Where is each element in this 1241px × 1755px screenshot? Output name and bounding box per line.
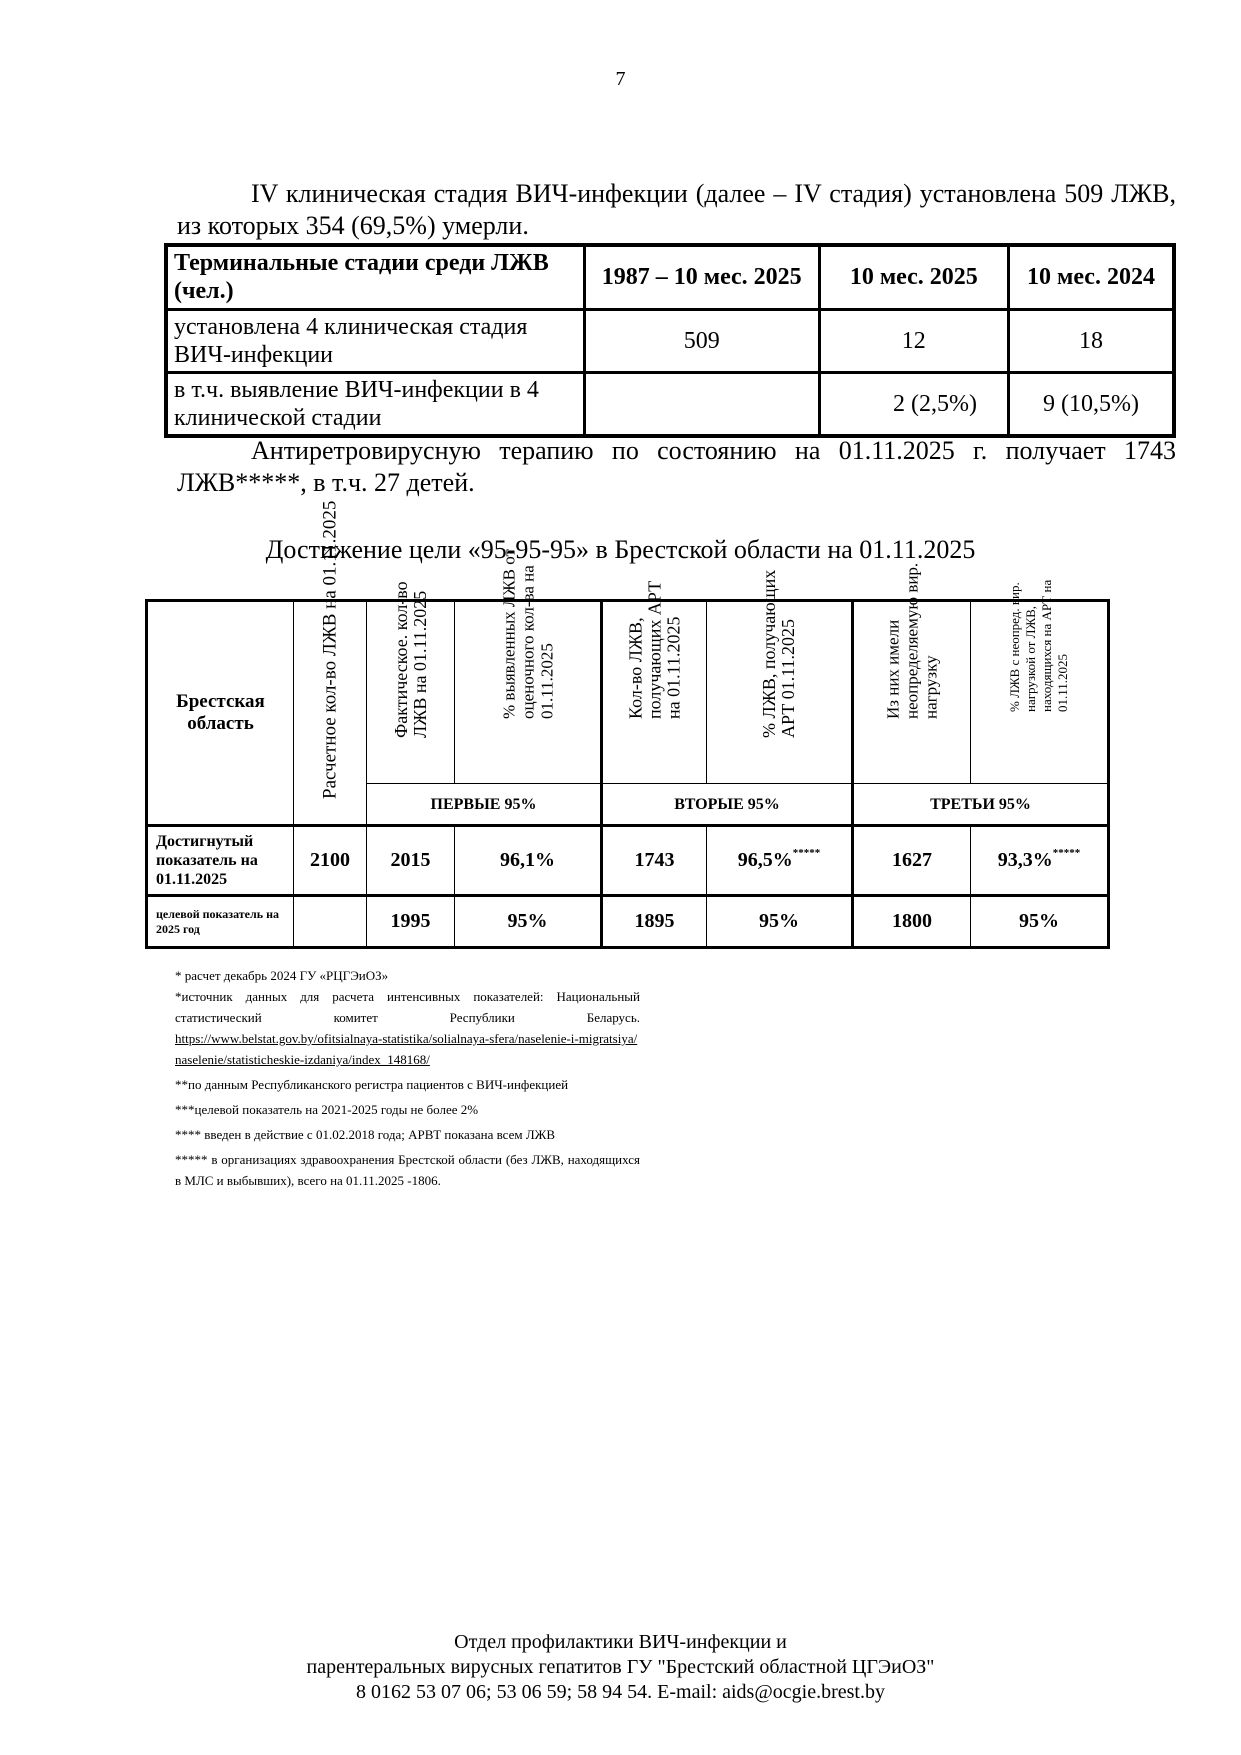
page-footer bbox=[0, 1630, 1241, 1705]
table-cell: 95% bbox=[455, 896, 602, 948]
group-header-third: ТРЕТЬИ 95% bbox=[853, 784, 1109, 826]
table-cell: 9 (10,5%) bbox=[1008, 372, 1174, 436]
paragraph-art: Антиретровирусную терапию по состоянию на 01.11.2025 г. получает 1743 ЛЖВ*****, в т.ч. 27 детей. bbox=[177, 436, 1176, 497]
table-header-cell bbox=[853, 562, 971, 784]
footer-line: Отдел профилактики ВИЧ-инфекции и bbox=[454, 1631, 787, 1653]
table-cell bbox=[584, 372, 819, 436]
footnote-mark: ***** bbox=[1052, 847, 1081, 859]
table-header-row bbox=[166, 245, 1174, 309]
footnote: ***** в организациях здравоохранения Брестской области (без ЛЖВ, находящихся в МЛС и выбывших), всего на 01.11.2025 -1806. bbox=[175, 1152, 640, 1188]
col-header-text: % ЛЖВ с неопред. вир. нагрузкой от ЛЖВ, находящихся на АРТ на 01.11.2025 bbox=[1007, 579, 1070, 712]
page-number: 7 bbox=[615, 68, 626, 90]
table-cell: 1895 bbox=[602, 896, 707, 948]
belstat-link[interactable]: https://www.belstat.gov.by/ofitsialnaya-statistika/solialnaya-sfera/naselenie-i-migratsiya/naselenie/statisticheskie-izdaniya/index_148168/ bbox=[175, 1031, 638, 1067]
footnote-link-wrap bbox=[175, 1028, 640, 1070]
col-header-text: % выявленных ЛЖВ от оценочного кол-ва на 01.11.2025 bbox=[499, 548, 556, 719]
col-header-text: % ЛЖВ, получающих АРТ 01.11.2025 bbox=[759, 569, 798, 738]
table-cell: 1995 bbox=[367, 896, 455, 948]
table-cell: установлена 4 клиническая стадия ВИЧ-инфекции bbox=[166, 309, 584, 372]
footnote: ***целевой показатель на 2021-2025 годы не более 2% bbox=[175, 1102, 479, 1117]
table-header-cell: 10 мес. 2024 bbox=[1008, 245, 1174, 309]
table-cell: 509 bbox=[584, 309, 819, 372]
table-cell: в т.ч. выявление ВИЧ-инфекции в 4 клинической стадии bbox=[166, 372, 584, 436]
table-cell: 18 bbox=[1008, 309, 1174, 372]
table-cell: 1800 bbox=[853, 896, 971, 948]
table-cell bbox=[707, 826, 853, 896]
region-header: Брестская область bbox=[147, 601, 294, 826]
footnote-mark: ***** bbox=[792, 847, 821, 859]
table-header-row bbox=[147, 601, 1109, 784]
table-cell: 2 (2,5%) bbox=[819, 372, 1008, 436]
footer-line: парентеральных вирусных гепатитов ГУ "Брестский областной ЦГЭиОЗ" bbox=[306, 1656, 935, 1678]
col-header-text: Фактическое. кол-во ЛЖВ на 01.11.2025 bbox=[390, 580, 430, 738]
group-header-second: ВТОРЫЕ 95% bbox=[602, 784, 853, 826]
table-cell: 12 bbox=[819, 309, 1008, 372]
table-cell: 2100 bbox=[294, 826, 367, 896]
terminal-stages-table bbox=[164, 243, 1176, 438]
footnote: **по данным Республиканского регистра пациентов с ВИЧ-инфекцией bbox=[175, 1077, 569, 1092]
table-row bbox=[147, 896, 1109, 948]
footnote: **** введен в действие с 01.02.2018 года; АРВТ показана всем ЛЖВ bbox=[175, 1127, 555, 1142]
table-cell: 95% bbox=[707, 896, 853, 948]
table-header-cell bbox=[602, 580, 707, 784]
table-cell: 1743 bbox=[602, 826, 707, 896]
col-header-text: Из них имели неопределяемую вир. нагрузку bbox=[883, 562, 941, 719]
footer-line: 8 0162 53 07 06; 53 06 59; 58 94 54. E-mail: aids@ocgie.brest.by bbox=[356, 1681, 885, 1703]
section-heading: Достижение цели «95-95-95» в Брестской области на 01.11.2025 bbox=[265, 535, 976, 564]
table-cell: 96,1% bbox=[455, 826, 602, 896]
table-cell: 2015 bbox=[367, 826, 455, 896]
table-cell: 1627 bbox=[853, 826, 971, 896]
table-header-cell bbox=[971, 579, 1109, 784]
group-header-first: ПЕРВЫЕ 95% bbox=[367, 784, 602, 826]
table-row bbox=[147, 826, 1109, 896]
table-header-cell bbox=[455, 548, 602, 784]
footnote: * расчет декабрь 2024 ГУ «РЦГЭиОЗ» bbox=[175, 968, 389, 983]
table-cell bbox=[971, 826, 1109, 896]
table-header-cell: Терминальные стадии среди ЛЖВ (чел.) bbox=[166, 245, 584, 309]
table-header-cell: 10 мес. 2025 bbox=[819, 245, 1008, 309]
paragraph-stage-iv: IV клиническая стадия ВИЧ-инфекции (далее – IV стадия) установлена 509 ЛЖВ, из которых 354 (69,5%) умерли. bbox=[177, 179, 1176, 240]
table-row bbox=[166, 309, 1174, 372]
table-cell bbox=[294, 896, 367, 948]
table-header-cell bbox=[707, 569, 853, 784]
row-label: Достигнутый показатель на 01.11.2025 bbox=[147, 826, 294, 896]
footnote: *источник данных для расчета интенсивных показателей: Национальный статистический комитет Республики Беларусь. bbox=[175, 989, 640, 1025]
col-header-text: Расчетное кол-во ЛЖВ на 01.11.2025 bbox=[319, 500, 341, 799]
row-label: целевой показатель на 2025 год bbox=[147, 896, 294, 948]
table-header-cell bbox=[367, 580, 455, 784]
table-header-cell: 1987 – 10 мес. 2025 bbox=[584, 245, 819, 309]
col-header-text: Кол-во ЛЖВ, получающих АРТ на 01.11.2025 bbox=[625, 580, 683, 719]
cell-value: 96,5% bbox=[737, 849, 793, 871]
cell-value: 93,3% bbox=[997, 849, 1053, 871]
footnotes bbox=[175, 965, 640, 1191]
table-header-cell bbox=[294, 500, 367, 826]
table-cell: 95% bbox=[971, 896, 1109, 948]
table-row bbox=[166, 372, 1174, 436]
